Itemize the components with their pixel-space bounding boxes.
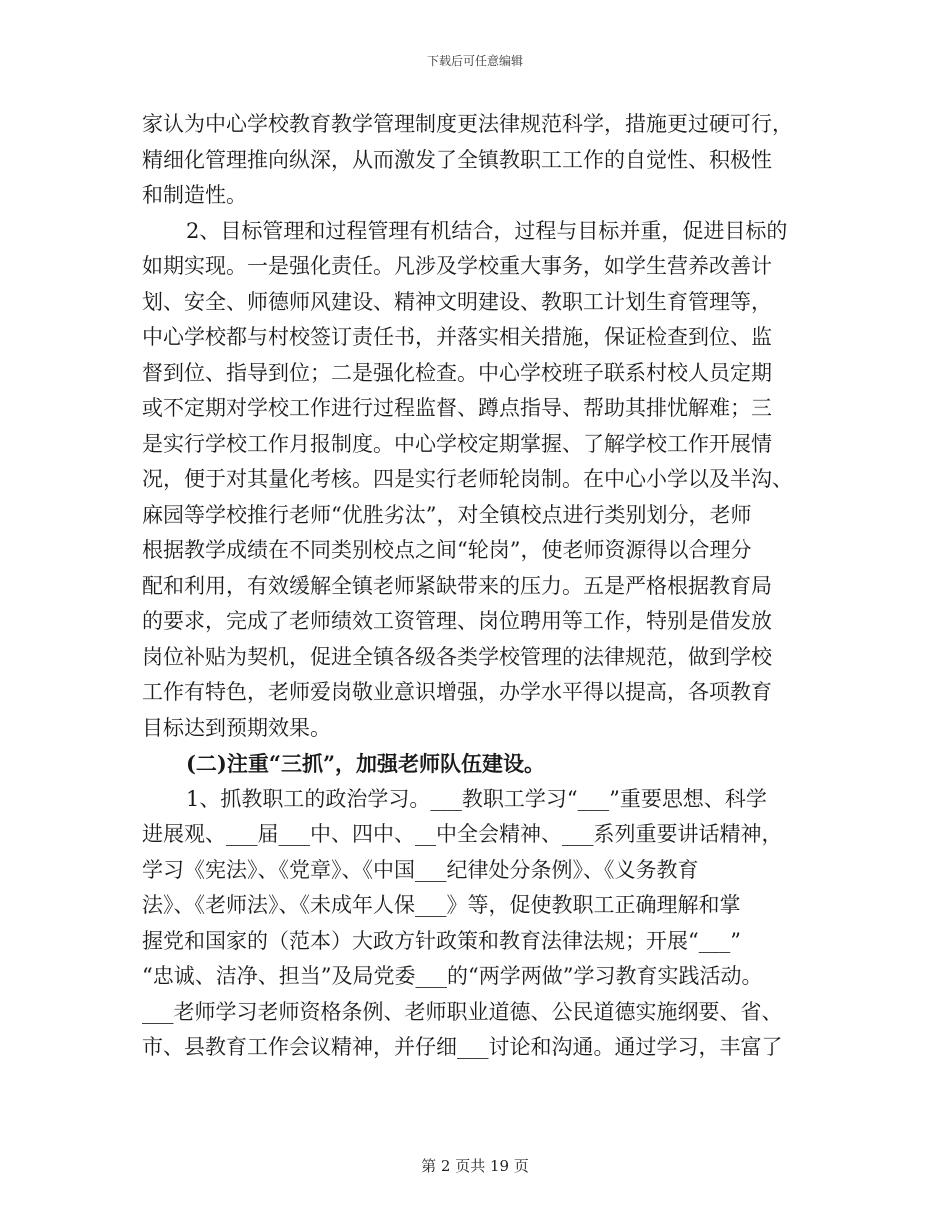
text-line: 进展观、___届___中、四中、__中全会精神、___系列重要讲话精神， [142, 822, 783, 846]
text-line: 配和利用，有效缓解全镇老师紧缺带来的压力。五是严格根据教育局 [142, 573, 772, 598]
text-line: 是实行学校工作月报制度。中心学校定期掌握、了解学校工作开展情 [142, 431, 772, 456]
text-line: 划、安全、师德师风建设、精神文明建设、教职工计划生育管理等， [142, 289, 772, 314]
text-line: 家认为中心学校教育教学管理制度更法律规范科学，措施更过硬可行， [142, 112, 793, 136]
text-line: 工作有特色，老师爱岗敬业意识增强，办学水平得以提高，各项教育 [142, 680, 772, 704]
page-header: 下载后可任意编辑 [426, 54, 523, 68]
text-line: 市、县教育工作会议精神，并仔细___讨论和沟通。通过学习，丰富了 [142, 1035, 783, 1059]
text-line: 法》、《老师法》、《未成年人保___》等，促使教职工正确理解和掌 [142, 893, 741, 917]
page-number-footer: 第 2 页共 19 页 [421, 1157, 529, 1175]
text-line: “忠诚、洁净、担当”及局党委___的“两学两做”学习教育实践活动。 [142, 964, 763, 988]
text-line: 岗位补贴为契机，促进全镇各级各类学校管理的法律规范，做到学校 [142, 644, 772, 669]
text-line: 况，便于对其量化考核。四是实行老师轮岗制。在中心小学以及半沟、 [142, 467, 793, 491]
text-line: 目标达到预期效果。 [142, 715, 331, 740]
document-body [142, 107, 818, 1066]
text-line: 1、抓教职工的政治学习。___教职工学习“___”重要思想、科学 [186, 786, 767, 811]
text-line: 如期实现。一是强化责任。凡涉及学校重大事务，如学生营养改善计 [142, 254, 772, 278]
text-line: 握党和国家的（范本）大政方针政策和教育法律法规；开展“___” [142, 928, 741, 953]
text-line: 2、目标管理和过程管理有机结合，过程与目标并重，促进目标的 [186, 218, 788, 243]
text-line: 或不定期对学校工作进行过程监督、蹲点指导、帮助其排忧解难；三 [142, 396, 772, 420]
text-line: 和制造性。 [142, 183, 247, 207]
text-line: 麻园等学校推行老师“优胜劣汰”，对全镇校点进行类别划分，老师 [142, 502, 752, 527]
text-line: 根据教学成绩在不同类别校点之间“轮岗”，使老师资源得以合理分 [142, 538, 752, 562]
text-line: 学习《宪法》、《党章》、《中国___纪律处分条例》、《义务教育 [142, 857, 699, 882]
section-heading: (二)注重“三抓”，加强老师队伍建设。 [186, 751, 546, 776]
text-line: 精细化管理推向纵深，从而激发了全镇教职工工作的自觉性、积极性 [142, 147, 772, 172]
text-line: 督到位、指导到位；二是强化检查。中心学校班子联系村校人员定期 [142, 360, 772, 385]
text-line: 中心学校都与村校签订责任书，并落实相关措施，保证检查到位、监 [142, 325, 772, 349]
text-line: ___老师学习老师资格条例、老师职业道德、公民道德实施纲要、省、 [142, 999, 783, 1024]
text-line: 的要求，完成了老师绩效工资管理、岗位聘用等工作，特别是借发放 [142, 609, 772, 633]
